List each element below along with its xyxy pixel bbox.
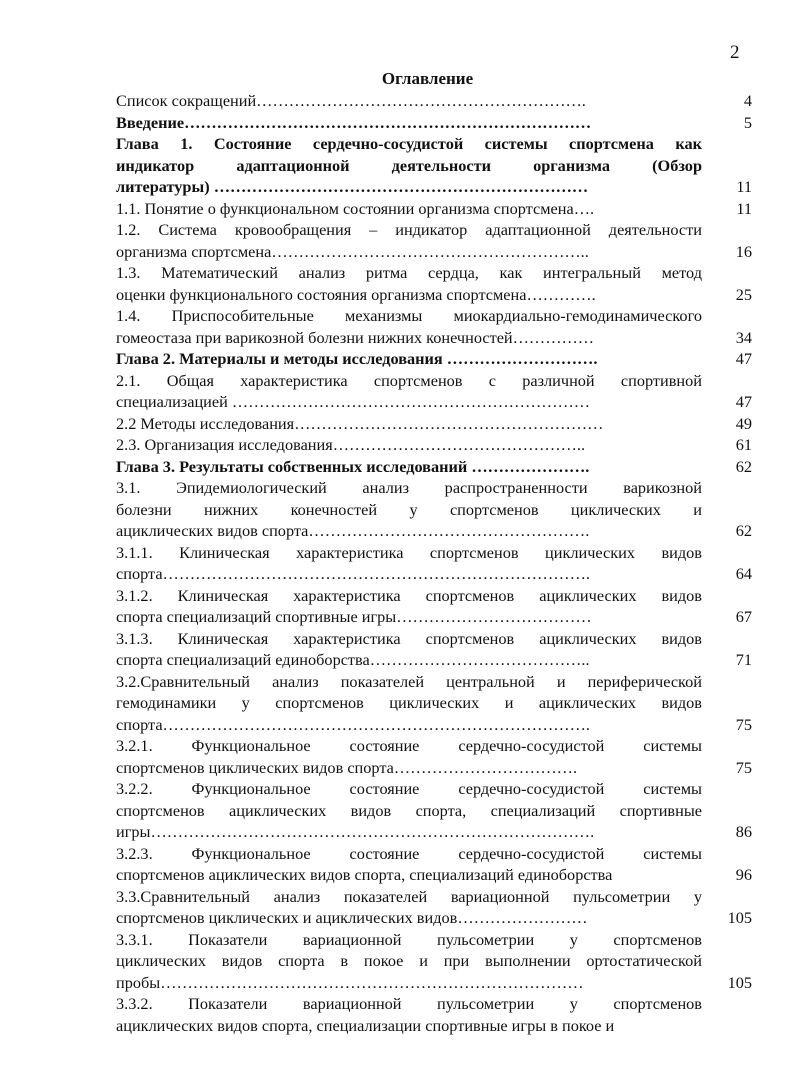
toc-entry: [116, 843, 756, 886]
toc-entry-text: [116, 219, 702, 262]
toc-entry-text: [116, 133, 702, 198]
toc-line: ациклических видов спорта, специализации спортивные игры в покое и: [116, 1015, 615, 1035]
toc-line: 2.1. Общая характеристика спортсменов с различной спортивной: [116, 370, 702, 390]
toc-line: болезни нижних конечностей у спортсменов циклических и: [116, 499, 702, 519]
toc-entry-text: [116, 585, 702, 628]
toc-page-number: 75: [735, 714, 752, 734]
toc-entry-text: [116, 843, 702, 886]
toc-line: ациклических видов спорта…………………………………………….: [116, 521, 590, 540]
toc-entry-text: [116, 413, 702, 435]
toc-line: спортсменов ациклических видов спорта, специализаций единоборства: [116, 865, 613, 884]
toc-page-number: 62: [735, 521, 752, 540]
toc-line: Введение…………………………………………………………………: [116, 112, 592, 132]
page-title: Оглавление: [381, 69, 474, 88]
toc-line: пробы……………………………………………………………………: [116, 972, 584, 992]
toc-line: спорта…………………………………………………………………….: [116, 564, 590, 583]
toc-page-number: 75: [735, 757, 752, 777]
toc-entry: [116, 929, 756, 994]
toc-page-number: 105: [727, 972, 752, 992]
toc-entry-text: [116, 993, 702, 1036]
toc-entry: [116, 456, 756, 478]
toc-line: 3.3.2. Показатели вариационной пульсометрии у спортсменов: [116, 994, 702, 1013]
toc-line: спортсменов циклических и ациклических видов……………………: [116, 908, 588, 927]
toc-line: 3.1.2. Клиническая характеристика спортсменов ациклических видов: [116, 585, 702, 605]
toc-page-number: 16: [735, 241, 752, 261]
toc-line: 2.3. Организация исследования………………………………………..: [116, 435, 586, 454]
table-of-contents: [116, 90, 756, 1036]
toc-entry-text: [116, 434, 702, 456]
toc-line: спортсменов ациклических видов спорта, специализаций спортивные: [116, 800, 702, 820]
toc-entry: [116, 305, 756, 348]
toc-page-number: 96: [735, 865, 752, 884]
toc-entry-text: [116, 198, 702, 220]
toc-entry-text: [116, 90, 702, 112]
toc-line: спортсменов циклических видов спорта…………………………….: [116, 757, 578, 777]
toc-page-number: 61: [735, 435, 752, 454]
toc-line: оценки функционального состояния организма спортсмена………….: [116, 284, 596, 304]
toc-page-number: 11: [736, 198, 752, 218]
toc-entry-text: [116, 456, 702, 478]
toc-page-number: 34: [735, 327, 752, 347]
toc-entry-text: [116, 735, 702, 778]
toc-page-number: 71: [735, 650, 752, 669]
toc-entry-text: [116, 542, 702, 585]
toc-line: гемодинамики у спортсменов циклических и ациклических видов: [116, 693, 702, 712]
toc-line: спорта специализаций спортивные игры………………………………: [116, 607, 592, 626]
toc-entry: [116, 219, 756, 262]
toc-line: 1.1. Понятие о функциональном состоянии организма спортсмена….: [116, 198, 595, 218]
toc-entry: [116, 886, 756, 929]
page-number: 2: [730, 42, 740, 63]
toc-entry: [116, 477, 756, 542]
toc-entry-text: [116, 671, 702, 736]
toc-page-number: 47: [735, 349, 752, 368]
toc-entry: [116, 370, 756, 413]
toc-line: циклических видов спорта в покое и при выполнении ортостатической: [116, 951, 702, 970]
toc-page-number: 4: [743, 91, 752, 110]
toc-line: Список сокращений…………………………………………………….: [116, 91, 586, 110]
toc-entry: [116, 434, 756, 456]
toc-line: 3.3.Сравнительный анализ показателей вариационной пульсометрии у: [116, 886, 702, 906]
toc-line: 3.3.1. Показатели вариационной пульсометрии у спортсменов: [116, 929, 702, 949]
toc-line: 3.2.1. Функциональное состояние сердечно-сосудистой системы: [116, 736, 702, 755]
toc-entry: [116, 112, 756, 134]
toc-line: гомеостаза при варикозной болезни нижних конечностей……………: [116, 327, 595, 347]
toc-entry-text: [116, 112, 702, 134]
toc-line: 3.2.2. Функциональное состояние сердечно-сосудистой системы: [116, 779, 702, 798]
toc-line: Глава 1. Состояние сердечно-сосудистой системы спортсмена как: [116, 134, 702, 153]
toc-line: 3.2.3. Функциональное состояние сердечно-сосудистой системы: [116, 843, 702, 863]
toc-entry: [116, 198, 756, 220]
toc-line: 3.2.Сравнительный анализ показателей центральной и периферической: [116, 671, 702, 691]
toc-line: индикатор адаптационной деятельности организма (Обзор: [116, 155, 702, 175]
toc-page-number: 49: [735, 413, 752, 433]
toc-entry-text: [116, 262, 702, 305]
toc-line: 1.2. Система кровообращения – индикатор адаптационной деятельности: [116, 220, 702, 239]
toc-page-number: 86: [735, 822, 752, 841]
toc-entry: [116, 542, 756, 585]
toc-entry: [116, 993, 756, 1036]
toc-page-number: 105: [727, 908, 752, 927]
toc-line: литературы) ……………………………………………………………: [116, 177, 589, 196]
toc-entry-text: [116, 370, 702, 413]
toc-entry-text: [116, 348, 702, 370]
toc-page-number: 25: [735, 284, 752, 304]
toc-entry-text: [116, 929, 702, 994]
toc-page-number: 5: [743, 112, 752, 132]
toc-entry: [116, 778, 756, 843]
toc-line: спорта…………………………………………………………………….: [116, 714, 590, 734]
toc-entry: [116, 348, 756, 370]
toc-line: Глава 2. Материалы и методы исследования ……………………….: [116, 349, 598, 368]
toc-entry: [116, 133, 756, 198]
toc-line: 1.4. Приспособительные механизмы миокардиально-гемодинамического: [116, 306, 702, 325]
toc-page-number: 67: [735, 607, 752, 626]
toc-line: спорта специализаций единоборства…………………………………..: [116, 650, 590, 669]
toc-line: организма спортсмена…………………………………………………..: [116, 241, 589, 261]
toc-entry: [116, 585, 756, 628]
toc-line: 1.3. Математический анализ ритма сердца, как интегральный метод: [116, 263, 702, 282]
toc-page-number: 64: [735, 564, 752, 583]
toc-entry: [116, 90, 756, 112]
toc-line: игры……………………………………………………………………….: [116, 822, 595, 841]
toc-line: специализацией …………………………………………………………: [116, 392, 591, 411]
toc-entry-text: [116, 477, 702, 542]
toc-entry: [116, 628, 756, 671]
toc-entry-text: [116, 628, 702, 671]
toc-line: 2.2 Методы исследования…………………………………………………: [116, 413, 604, 433]
toc-entry-text: [116, 778, 702, 843]
toc-line: 3.1.3. Клиническая характеристика спортсменов ациклических видов: [116, 628, 702, 648]
toc-entry: [116, 671, 756, 736]
toc-entry-text: [116, 886, 702, 929]
toc-page-number: [702, 1015, 756, 1037]
toc-entry: [116, 413, 756, 435]
toc-page-number: 47: [735, 392, 752, 411]
toc-line: 3.1. Эпидемиологический анализ распространенности варикозной: [116, 478, 702, 497]
toc-entry: [116, 262, 756, 305]
toc-entry-text: [116, 305, 702, 348]
toc-line: 3.1.1. Клиническая характеристика спортсменов циклических видов: [116, 542, 702, 562]
toc-entry: [116, 735, 756, 778]
toc-page-number: 11: [736, 177, 752, 196]
toc-page-number: 62: [735, 456, 752, 476]
toc-line: Глава 3. Результаты собственных исследований ………………….: [116, 456, 590, 476]
